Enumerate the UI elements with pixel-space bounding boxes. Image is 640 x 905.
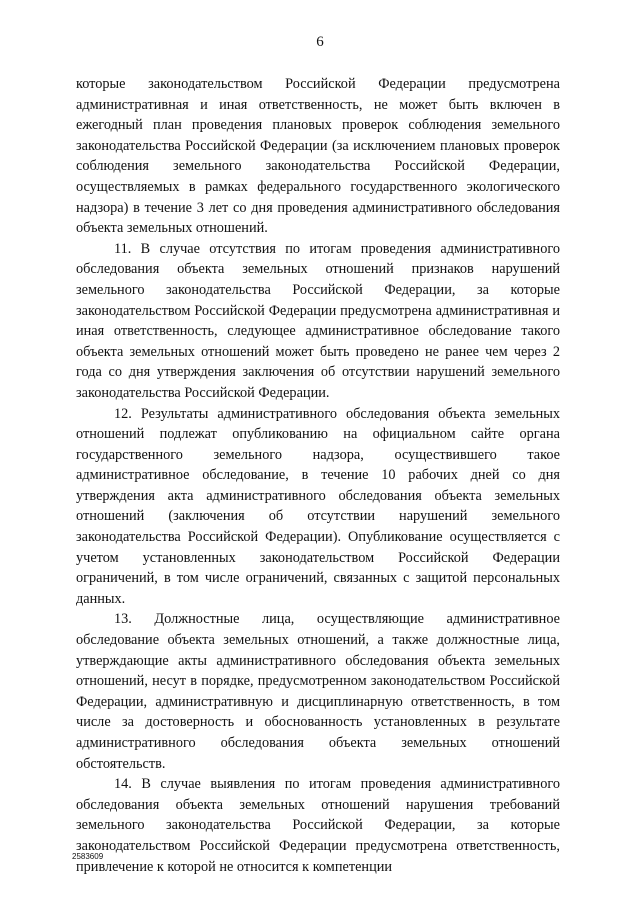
document-body [76,74,560,877]
paragraph-14: 14. В случае выявления по итогам проведения административного обследования объекта земельных отношений нарушения требований земельного законодательства Российской Федерации, за которые законодательством Российской Федерации предусмотрена ответственность, привлечение к которой не относится к компетенции [76,776,560,875]
paragraph-12: 12. Результаты административного обследования объекта земельных отношений подлежат опубликованию на официальном сайте органа государственного земельного надзора, осуществившего такое административное обследование, в течение 10 рабочих дней со дня утверждения акта административного обследования объекта земельных отношений (заключения об отсутствии нарушений земельного законодательства Российской Федерации). Опубликование осуществляется с учетом установленных законодательством Российской Федерации ограничений, в том числе ограничений, связанных с защитой персональных данных. [76,405,560,607]
paragraph-11: 11. В случае отсутствия по итогам проведения административного обследования объекта земельных отношений признаков нарушений земельного законодательства Российской Федерации, за которые законодательством Российской Федерации предусмотрена административная и иная ответственность, следующее административное обследование такого объекта земельных отношений может быть проведено не ранее чем через 2 года со дня утверждения заключения об отсутствии нарушений земельного законодательства Российской Федерации. [76,240,560,401]
paragraph-13: 13. Должностные лица, осуществляющие административное обследование объекта земельных отношений, а также должностные лица, утверждающие акты административного обследования объекта земельных отношений, несут в порядке, предусмотренном законодательством Российской Федерации, административную и дисциплинарную ответственность, в том числе за достоверность и обоснованность установленных в результате административного обследования объекта земельных отношений обстоятельств. [76,611,560,772]
document-code: 2583609 [72,852,104,861]
paragraph-continuation: которые законодательством Российской Федерации предусмотрена административная и иная ответственность, не может быть включен в ежегодный план проведения плановых проверок соблюдения земельного законодательства Российской Федерации (за исключением плановых проверок соблюдения земельного законодательства Российской Федерации, осуществляемых в рамках федерального государственного экологического надзора) в течение 3 лет со дня проведения административного обследования объекта земельных отношений. [76,76,560,237]
page-number: 6 [316,34,324,50]
